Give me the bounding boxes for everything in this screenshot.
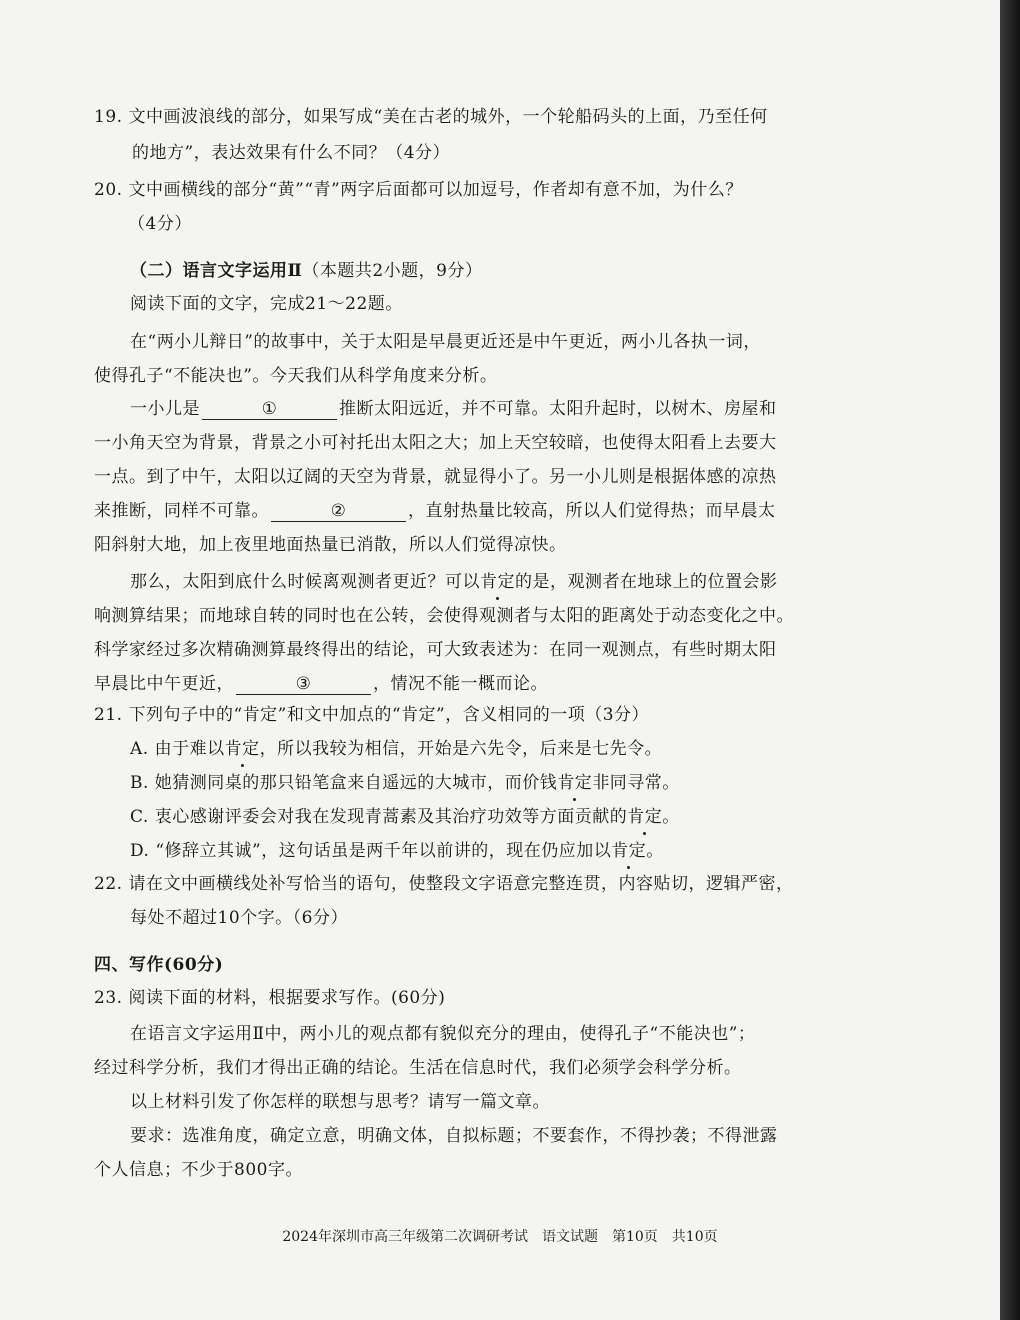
passage-p2-line4-a: 来推断，同样不可靠。 [94,501,269,521]
q20-line2: （4分） [128,214,192,234]
section2-heading-line [130,259,482,283]
q21-b-pre: B. 她猜测同桌的那只铅笔盒来自遥远的大城市，而价钱 [130,773,558,793]
passage-p2-line5: 阳斜射大地，加上夜里地面热量已消散，所以人们觉得凉快。 [94,535,567,555]
blank-2[interactable]: ② [271,501,406,522]
passage-p2-line2: 一小角天空为背景，背景之小可衬托出太阳之大；加上天空较暗，也使得太阳看上去要大 [94,433,777,453]
passage-p3-line1-a: 那么，太阳到底什么时候离观测者更近？可以 [130,572,480,592]
q23-requirements-line1: 要求：选准角度，确定立意，明确文体，自拟标题；不要套作，不得抄袭；不得泄露 [130,1126,778,1146]
dotted-word-kending: 肯定 [480,572,515,592]
q21-c-dotted: 肯定 [627,807,663,827]
q21-a-pre: A. 由于难以 [130,739,225,759]
q21-c-pre: C. 衷心感谢评委会对我在发现青蒿素及其治疗功效等方面贡献的 [130,807,628,827]
section2-heading: （二）语言文字运用Ⅱ [130,261,303,281]
passage-p3-line2: 响测算结果；而地球自转的同时也在公转，会使得观测者与太阳的距离处于动态变化之中。 [94,606,794,626]
q21-d-post: 。 [646,841,664,861]
passage-p3-line4-a: 早晨比中午更近， [94,674,234,694]
q22-line2: 每处不超过10个字。（6分） [130,908,348,928]
passage-p3-line4 [94,672,548,696]
q22-line1: 22. 请在文中画横线处补写恰当的语句，使整段文字语意完整连贯，内容贴切，逻辑严密， [94,874,794,894]
q21-stem: 21. 下列句子中的“肯定”和文中加点的“肯定”，含义相同的一项（3分） [94,705,650,725]
q19-line2: 的地方”，表达效果有什么不同？（4分） [132,143,451,163]
passage-p3-line1-b: 的是，观测者在地球上的位置会影 [515,572,778,592]
q21-option-b[interactable] [130,771,680,795]
passage-p1-line1: 在“两小儿辩日”的故事中，关于太阳是早晨更近还是中午更近，两小儿各执一词， [130,332,761,352]
blank-3[interactable]: ③ [236,674,371,695]
section2-instruction: 阅读下面的文字，完成21～22题。 [130,294,403,314]
q23-prompt: 以上材料引发了你怎样的联想与思考？请写一篇文章。 [130,1092,550,1112]
q23-stem: 23. 阅读下面的材料，根据要求写作。(60分) [94,988,446,1008]
section4-heading: 四、写作(60分) [94,955,224,975]
passage-p2-line1-a: 一小儿是 [130,399,200,419]
q23-material-line1: 在语言文字运用Ⅱ中，两小儿的观点都有貌似充分的理由，使得孔子“不能决也”； [130,1024,756,1044]
passage-p2-line4 [94,499,776,523]
passage-p1-line2: 使得孔子“不能决也”。今天我们从科学角度来分析。 [94,366,498,386]
q20-line1: 20. 文中画横线的部分“黄”“青”两字后面都可以加逗号，作者却有意不加，为什么？ [94,180,743,200]
q21-option-d[interactable] [130,839,664,863]
section2-heading-note: （本题共2小题，9分） [302,261,483,281]
passage-p3-line3: 科学家经过多次精确测算最终得出的结论，可大致表述为：在同一观测点，有些时期太阳 [94,640,777,660]
page-footer: 2024年深圳市高三年级第二次调研考试 语文试题 第10页 共10页 [282,1229,718,1245]
q23-requirements-line2: 个人信息；不少于800字。 [94,1160,303,1180]
q21-b-post: 非同寻常。 [592,773,680,793]
q21-option-c[interactable] [130,805,680,829]
q23-material-line2: 经过科学分析，我们才得出正确的结论。生活在信息时代，我们必须学会科学分析。 [94,1058,742,1078]
q21-b-dotted: 肯定 [557,773,593,793]
q21-d-dotted: 肯定 [611,841,647,861]
q21-a-dotted: 肯定 [224,739,260,759]
passage-p2-line1-b: 推断太阳远近，并不可靠。太阳升起时，以树木、房屋和 [339,399,777,419]
blank-1[interactable]: ① [202,399,337,420]
passage-p2-line3: 一点。到了中午，太阳以辽阔的天空为背景，就显得小了。另一小儿则是根据体感的凉热 [94,467,777,487]
q19-line1: 19. 文中画波浪线的部分，如果写成“美在古老的城外，一个轮船码头的上面，乃至任何 [94,107,768,127]
passage-p2-line1 [130,397,777,421]
page-edge-shadow [1000,0,1020,1320]
passage-p2-line4-b: ，直射热量比较高，所以人们觉得热；而早晨太 [408,501,776,521]
passage-p3-line1 [130,570,778,594]
passage-p3-line4-b: ，情况不能一概而论。 [373,674,548,694]
q21-c-post: 。 [662,807,680,827]
q21-d-pre: D. “修辞立其诚”，这句话虽是两千年以前讲的，现在仍应加以 [130,841,612,861]
q21-option-a[interactable] [130,737,662,761]
q21-a-post: ，所以我较为相信，开始是六先令，后来是七先令。 [259,739,663,759]
